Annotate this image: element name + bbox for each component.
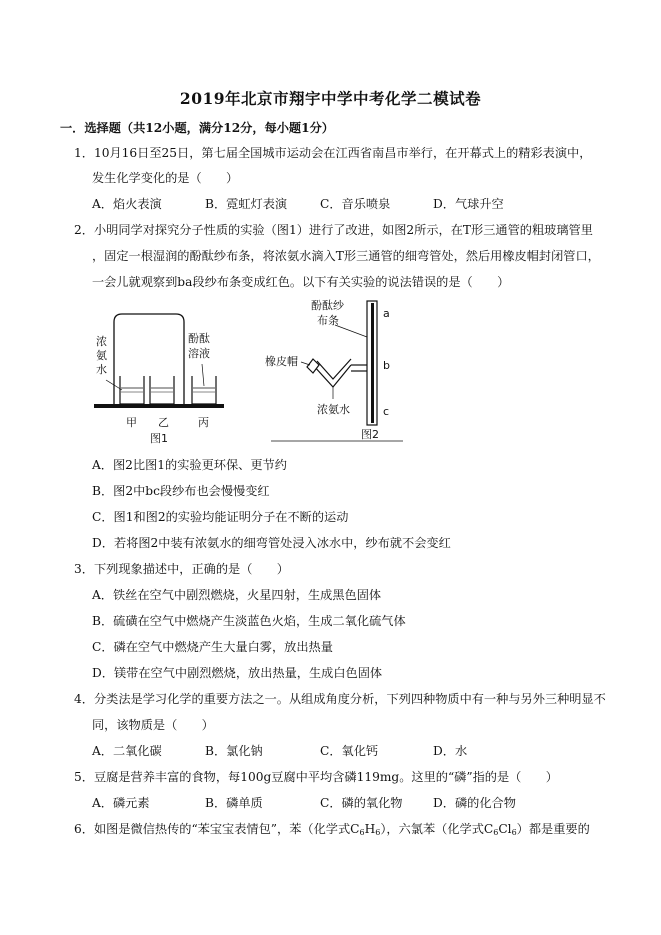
figure-1: [92, 300, 282, 450]
q6-sub-c: 6: [359, 828, 365, 837]
q6-line-1: [74, 821, 590, 841]
beaker-yi: [150, 376, 174, 404]
q2-option-c: C．图1和图2的实验均能证明分子在不断的运动: [92, 510, 349, 524]
q1-option-d: D．气球升空: [433, 197, 504, 211]
q3-option-b: B．硫磺在空气中燃烧产生淡蓝色火焰，生成二氧化硫气体: [92, 614, 406, 628]
q6-sub-h: 6: [375, 828, 381, 837]
q1-option-c: C．音乐喷泉: [320, 197, 391, 211]
fig1-beaker-label-yi: 乙: [158, 416, 169, 429]
q2-option-b: B．图2中bc段纱布也会慢慢变红: [92, 484, 270, 498]
q6-sub-c2: 6: [493, 828, 499, 837]
q1-option-b: B．霓虹灯表演: [205, 197, 288, 211]
q3-line-1: 3．下列现象描述中，正确的是（ ）: [74, 562, 289, 576]
fig1-label-phenol-2: 溶液: [188, 347, 210, 360]
fig2-point-b: b: [383, 359, 390, 372]
q4-option-c: C．氧化钙: [320, 744, 379, 758]
q3-option-a: A．铁丝在空气中剧烈燃烧，火星四射，生成黑色固体: [92, 588, 382, 602]
fig2-point-c: c: [383, 405, 390, 418]
q5-option-c: C．磷的氧化物: [320, 796, 403, 810]
q6-text-d: Cl: [498, 822, 512, 836]
fig1-caption: 图1: [150, 432, 168, 445]
fig2-label-gauze-1: 酚酞纱: [311, 299, 344, 312]
beaker-jia: [120, 376, 144, 404]
q2-line-3: 一会儿就观察到ba段纱布条变成红色。以下有关实验的说法错误的是（ ）: [92, 275, 510, 289]
q1-line-2: 发生化学变化的是（ ）: [92, 171, 239, 185]
q2-option-d: D．若将图2中装有浓氨水的细弯管处浸入冰水中，纱布就不会变红: [92, 536, 451, 550]
fig2-label-gauze-2: 布条: [317, 314, 339, 327]
q2-line-2: ，固定一根湿润的酚酞纱布条，将浓氨水滴入T形三通管的细弯管处，然后用橡皮帽封闭管口，: [92, 249, 600, 263]
q1-option-a: A．焰火表演: [92, 197, 162, 211]
fig2-point-a: a: [383, 307, 390, 320]
beaker-bing: [192, 376, 216, 404]
fig1-label-ammonia-3: 水: [96, 363, 107, 376]
q2-line-1: 2．小明同学对探究分子性质的实验（图1）进行了改进，如图2所示，在T形三通管的粗玻璃管里: [74, 223, 593, 237]
q4-option-b: B．氯化钠: [205, 744, 263, 758]
fig2-caption: 图2: [361, 428, 379, 441]
fig2-label-ammonia: 浓氨水: [317, 403, 350, 416]
q5-line-1: 5．豆腐是营养丰富的食物，每100g豆腐中平均含磷119mg。这里的“磷”指的是（ ）: [74, 770, 558, 784]
q4-line-2: 同，该物质是（ ）: [92, 718, 214, 732]
fig1-label-phenol-1: 酚酞: [188, 332, 210, 345]
q4-option-a: A．二氧化碳: [92, 744, 162, 758]
q5-option-d: D．磷的化合物: [433, 796, 516, 810]
q3-option-d: D．镁带在空气中剧烈燃烧，放出热量，生成白色固体: [92, 666, 383, 680]
q3-option-c: C．磷在空气中燃烧产生大量白雾，放出热量: [92, 640, 333, 654]
fig1-beaker-label-bing: 丙: [198, 416, 209, 429]
fig1-label-ammonia-2: 氨: [96, 349, 107, 362]
q2-option-a: A．图2比图1的实验更环保、更节约: [92, 458, 287, 472]
fig1-label-ammonia-1: 浓: [96, 335, 107, 348]
figure-2: [255, 295, 405, 450]
section-heading: 一．选择题（共12小题，满分12分，每小题1分）: [60, 121, 334, 135]
fig2-label-cap: 橡皮帽: [265, 355, 298, 368]
q1-line-1: 1．10月16日至25日，第七届全国城市运动会在江西省南昌市举行，在开幕式上的精彩表演中，: [74, 146, 592, 160]
q4-line-1: 4．分类法是学习化学的重要方法之一。从组成角度分析，下列四种物质中有一种与另外三种明显不: [74, 692, 606, 706]
q6-text-e: ）都是重要的: [516, 822, 590, 836]
fig1-beaker-label-jia: 甲: [126, 416, 137, 429]
q6-text-c: ），六氯苯（化学式C: [380, 822, 494, 836]
q4-option-d: D．水: [433, 744, 468, 758]
q5-option-a: A．磷元素: [92, 796, 150, 810]
q6-sub-cl: 6: [511, 828, 517, 837]
q6-text-b: H: [364, 822, 376, 836]
q5-option-b: B．磷单质: [205, 796, 263, 810]
q6-text-a: 6．如图是微信热传的“苯宝宝表情包”，苯（化学式C: [74, 822, 360, 836]
page-title: 2019年北京市翔宇中学中考化学二模试卷: [179, 89, 482, 108]
